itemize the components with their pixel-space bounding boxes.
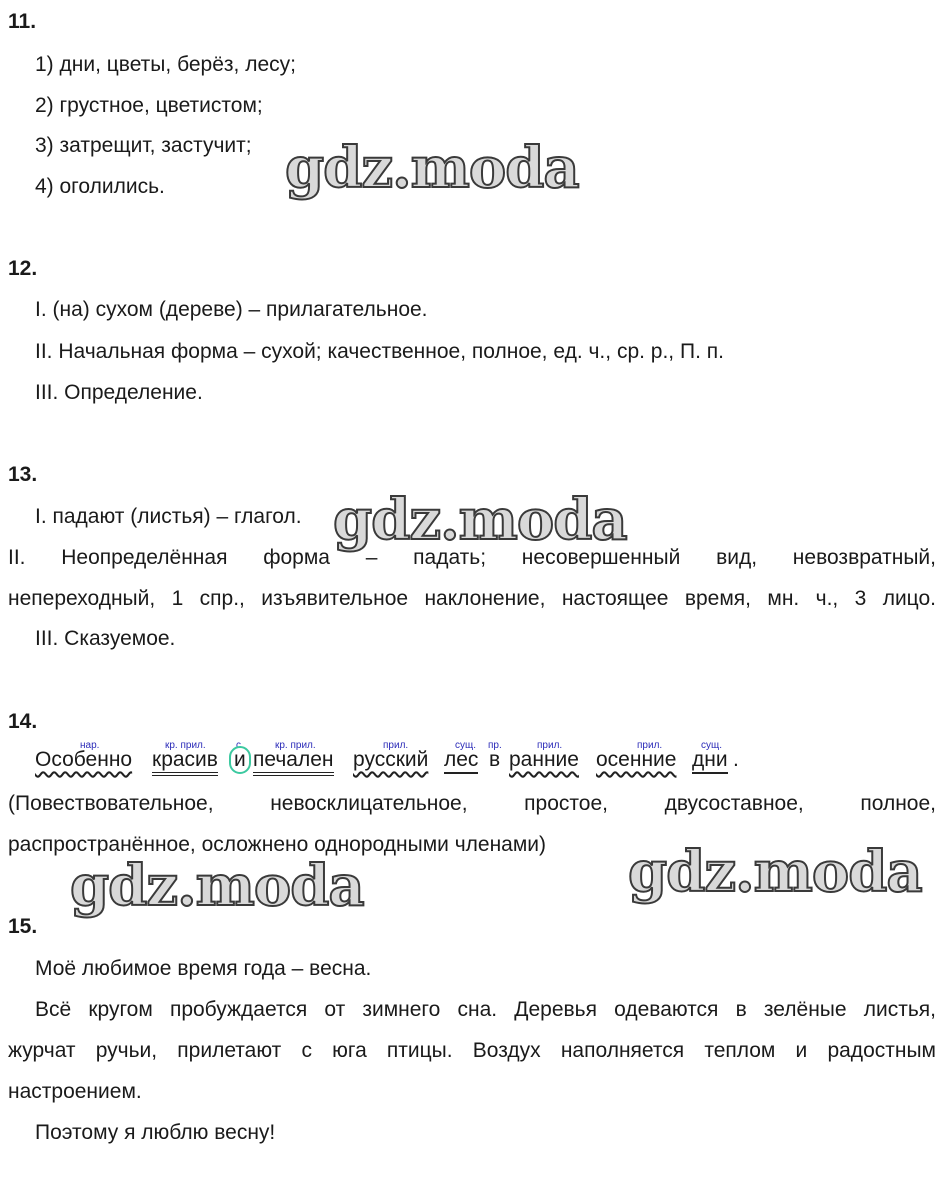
task-13-line-2: II. Неопределённая форма – падать; несовершенный вид, невозвратный,: [8, 546, 936, 569]
task-12-line-3: III. Определение.: [35, 381, 203, 404]
annotation-conjunction: с.: [236, 740, 244, 751]
word-les: лес: [444, 748, 478, 774]
task-11-line-1: 1) дни, цветы, берёз, лесу;: [35, 53, 296, 76]
task-13-line-3: непереходный, 1 спр., изъявительное наклонение, настоящее время, мн. ч., 3 лицо.: [8, 587, 936, 610]
task-14-number: 14.: [8, 710, 38, 733]
word-osennie: осенние: [596, 748, 677, 771]
task-13-number: 13.: [8, 463, 38, 486]
watermark-logo-1: gdz.moda: [285, 135, 579, 201]
annotation-adverb: нар.: [80, 740, 100, 751]
word-osobenno: Особенно: [35, 748, 133, 771]
word-v: в: [489, 748, 501, 771]
task-13-line-4: III. Сказуемое.: [35, 627, 176, 650]
task-15-line-1: Моё любимое время года – весна.: [35, 957, 372, 980]
task-13-line-1: I. падают (листья) – глагол.: [35, 505, 302, 528]
watermark-logo-2: gdz.moda: [333, 487, 627, 553]
word-rannie: ранние: [509, 748, 579, 771]
word-period: .: [733, 748, 739, 771]
task-15-line-4: настроением.: [8, 1080, 142, 1103]
task-15-line-5: Поэтому я люблю весну!: [35, 1121, 276, 1144]
task-15-number: 15.: [8, 915, 38, 938]
annotation-noun-2: сущ.: [701, 740, 723, 751]
word-russkiy: русский: [353, 748, 429, 771]
annotation-noun-1: сущ.: [455, 740, 477, 751]
annotation-preposition: пр.: [488, 740, 502, 751]
word-dni: дни: [692, 748, 728, 774]
task-11-line-2: 2) грустное, цветистом;: [35, 94, 263, 117]
task-12-number: 12.: [8, 257, 38, 280]
annotation-short-adj-1: кр. прил.: [165, 740, 206, 751]
task-11-line-4: 4) оголились.: [35, 175, 165, 198]
task-12-line-2: II. Начальная форма – сухой; качественное, полное, ед. ч., ср. р., П. п.: [35, 340, 724, 363]
task-15-line-3: журчат ручьи, прилетают с юга птицы. Воздух наполняется теплом и радостным: [8, 1039, 936, 1062]
task-14-line-3: распространённое, осложнено однородными членами): [8, 833, 547, 856]
word-i-circled: и: [229, 746, 251, 774]
word-krasiv: красив: [152, 748, 218, 776]
watermark-logo-4: gdz.moda: [628, 839, 922, 905]
watermark-logo-3: gdz.moda: [70, 853, 364, 919]
annotation-adj-3: прил.: [637, 740, 663, 751]
annotation-adj-2: прил.: [537, 740, 563, 751]
task-11-line-3: 3) затрещит, застучит;: [35, 134, 252, 157]
annotation-adj-1: прил.: [383, 740, 409, 751]
annotation-short-adj-2: кр. прил.: [275, 740, 316, 751]
task-14-line-2: (Повествовательное, невосклицательное, простое, двусоставное, полное,: [8, 792, 936, 815]
task-12-line-1: I. (на) сухом (дереве) – прилагательное.: [35, 298, 428, 321]
task-15-line-2: Всё кругом пробуждается от зимнего сна. Деревья одеваются в зелёные листья,: [35, 998, 936, 1021]
word-pechalen: печален: [253, 748, 334, 776]
task-11-number: 11.: [8, 10, 37, 33]
